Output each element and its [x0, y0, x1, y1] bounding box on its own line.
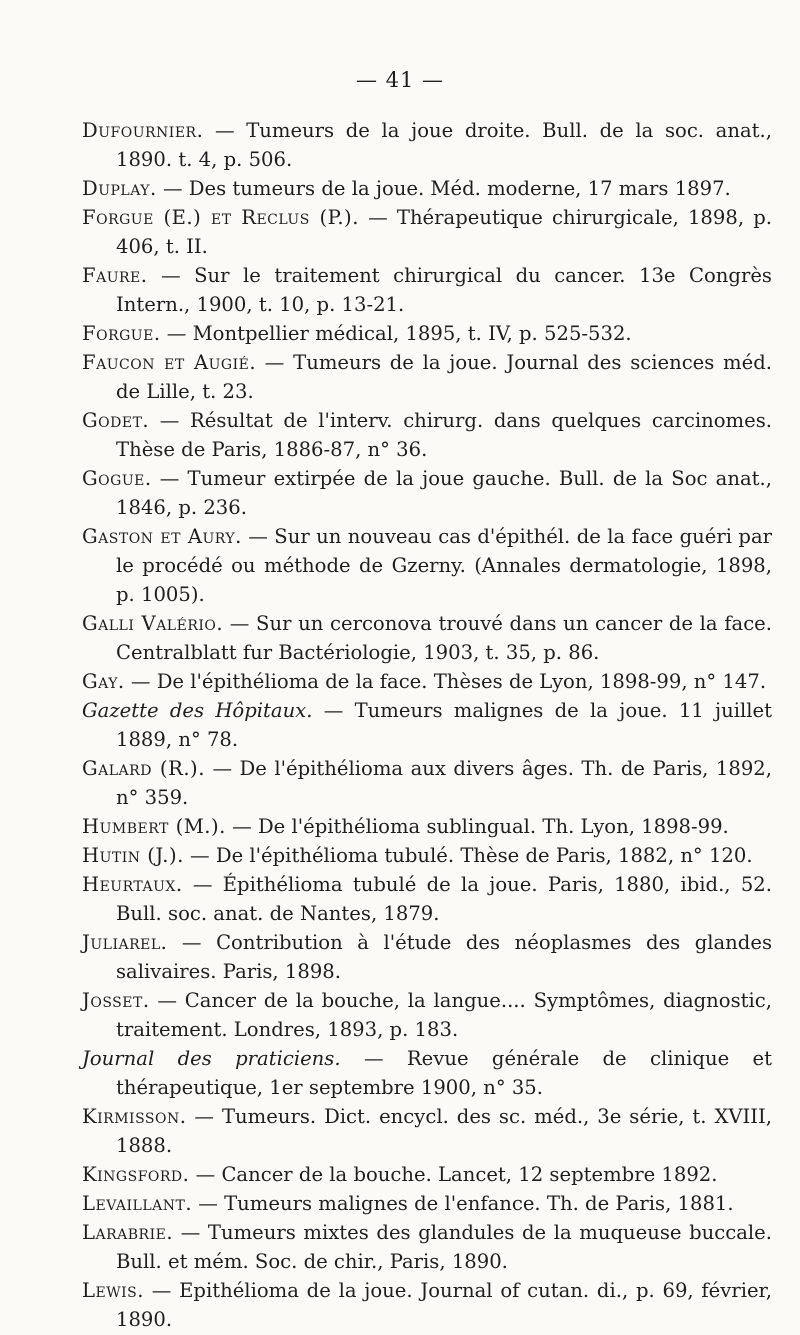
entry-text: — Épithélioma tubulé de la joue. Paris, 1880, ibid., 52. Bull. soc. anat. de Nantes, 1879. [116, 873, 772, 925]
entry-author: Faure. [82, 264, 148, 287]
entry-author: Levaillant. [82, 1192, 193, 1215]
bibliography-entry [82, 1276, 772, 1334]
entry-author: Forgue (E.) et Reclus (P.). [82, 206, 359, 229]
entry-text: — Revue générale de clinique et thérapeutique, 1er septembre 1900, n° 35. [116, 1047, 772, 1099]
entry-text: — Montpellier médical, 1895, t. IV, p. 525-532. [160, 322, 632, 345]
entry-text: — Tumeurs de la joue droite. Bull. de la soc. anat., 1890. t. 4, p. 506. [116, 119, 772, 171]
entry-text: — De l'épithélioma aux divers âges. Th. de Paris, 1892, n° 359. [116, 757, 772, 809]
bibliography-entry [82, 928, 772, 986]
bibliography-entry [82, 1218, 772, 1276]
entry-author: Heurtaux. [82, 873, 183, 896]
bibliography-entry [82, 203, 772, 261]
bibliography-list [82, 116, 772, 1334]
entry-text: — Tumeurs. Dict. encycl. des sc. méd., 3e série, t. XVIII, 1888. [116, 1105, 772, 1157]
bibliography-entry [82, 116, 772, 174]
bibliography-entry [82, 812, 772, 841]
entry-text: — Tumeurs malignes de l'enfance. Th. de Paris, 1881. [192, 1192, 734, 1215]
bibliography-entry [82, 870, 772, 928]
bibliography-entry [82, 522, 772, 609]
entry-text: — De l'épithélioma sublingual. Th. Lyon, 1898-99. [225, 815, 729, 838]
entry-author: Gay. [82, 670, 125, 693]
bibliography-entry [82, 406, 772, 464]
entry-author: Duplay. [82, 177, 157, 200]
entry-author: Humbert (M.). [82, 815, 226, 838]
entry-text: — Sur un cerconova trouvé dans un cancer de la face. Centralblatt fur Bactériologie, 1903, t. 35, p. 86. [116, 612, 773, 664]
bibliography-entry [82, 609, 772, 667]
entry-author: Galard (R.). [82, 757, 205, 780]
page-number: — 41 — [355, 68, 445, 92]
entry-text: — Sur le traitement chirurgical du cancer. 13e Congrès Intern., 1900, t. 10, p. 13-21. [116, 264, 772, 316]
entry-author: Josset. [82, 989, 150, 1012]
entry-text: — Cancer de la bouche. Lancet, 12 septembre 1892. [189, 1163, 718, 1186]
entry-author: Godet. [82, 409, 150, 432]
entry-text: — Thérapeutique chirurgicale, 1898, p. 406, t. II. [116, 206, 772, 258]
entry-text: — Sur un nouveau cas d'épithél. de la face guéri par le procédé ou méthode de Gzerny. (Annales dermatologie, 1898, p. 1005). [116, 525, 772, 606]
bibliography-entry [82, 1102, 772, 1160]
entry-text: — De l'épithélioma de la face. Thèses de Lyon, 1898-99, n° 147. [124, 670, 767, 693]
bibliography-entry [82, 319, 772, 348]
entry-text: — Tumeur extirpée de la joue gauche. Bull. de la Soc anat., 1846, p. 236. [116, 467, 772, 519]
bibliography-entry [82, 348, 772, 406]
entry-author: Galli Valério. [82, 612, 224, 635]
bibliography-entry [82, 464, 772, 522]
entry-text: — Cancer de la bouche, la langue.... Symptômes, diagnostic, traitement. Londres, 1893, p. 183. [116, 989, 772, 1041]
bibliography-entry [82, 261, 772, 319]
entry-author: Gogue. [82, 467, 152, 490]
bibliography-entry [82, 1189, 772, 1218]
entry-text: — Epithélioma de la joue. Journal of cutan. di., p. 69, février, 1890. [116, 1279, 772, 1331]
entry-text: — Résultat de l'interv. chirurg. dans quelques carcinomes. Thèse de Paris, 1886-87, n° 36. [116, 409, 772, 461]
bibliography-entry [82, 1160, 772, 1189]
entry-text: — De l'épithélioma tubulé. Thèse de Paris, 1882, n° 120. [183, 844, 753, 867]
entry-author: Gaston et Aury. [82, 525, 242, 548]
entry-author: Hutin (J.). [82, 844, 184, 867]
entry-text: — Tumeurs de la joue. Journal des sciences méd. de Lille, t. 23. [116, 351, 772, 403]
entry-journal-title: Gazette des Hôpitaux. [82, 699, 313, 722]
entry-author: Kirmisson. [82, 1105, 187, 1128]
bibliography-entry [82, 841, 772, 870]
entry-author: Dufournier. [82, 119, 204, 142]
entry-author: Kingsford. [82, 1163, 190, 1186]
entry-text: — Tumeurs mixtes des glandules de la muqueuse buccale. Bull. et mém. Soc. de chir., Paris, 1890. [116, 1221, 772, 1273]
entry-text: — Contribution à l'étude des néoplasmes des glandes salivaires. Paris, 1898. [116, 931, 772, 983]
bibliography-entry [82, 667, 772, 696]
entry-journal-title: Journal des praticiens. [82, 1047, 341, 1070]
entry-author: Faucon et Augié. [82, 351, 257, 374]
entry-author: Lewis. [82, 1279, 144, 1302]
entry-author: Larabrie. [82, 1221, 174, 1244]
entry-text: — Tumeurs malignes de la joue. 11 juillet 1889, n° 78. [116, 699, 772, 751]
bibliography-entry [82, 754, 772, 812]
bibliography-entry [82, 1044, 772, 1102]
entry-author: Juliarel. [82, 931, 168, 954]
entry-text: — Des tumeurs de la joue. Méd. moderne, 17 mars 1897. [156, 177, 731, 200]
bibliography-entry [82, 174, 772, 203]
entry-author: Forgue. [82, 322, 161, 345]
bibliography-entry [82, 986, 772, 1044]
bibliography-entry [82, 696, 772, 754]
